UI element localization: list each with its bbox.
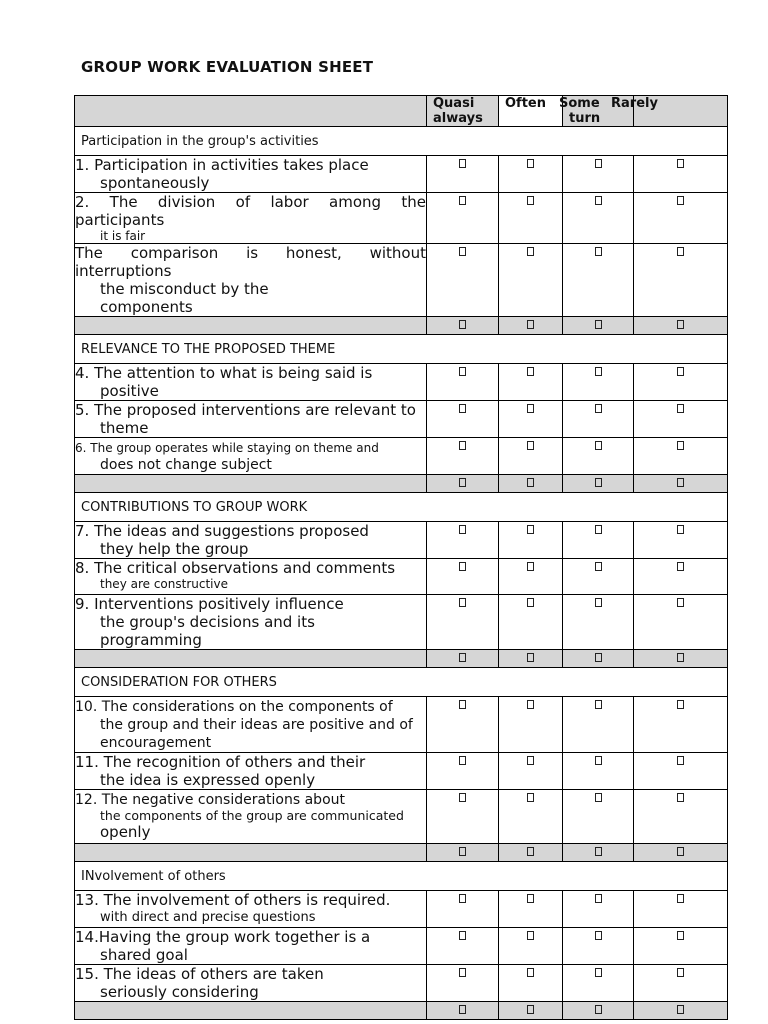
evaluation-table <box>74 95 728 1020</box>
subtotal-row <box>75 317 728 335</box>
checkbox-icon[interactable] <box>595 404 602 413</box>
subtotal-row <box>75 475 728 493</box>
checkbox-icon[interactable] <box>677 793 684 802</box>
checkbox-icon[interactable] <box>595 894 602 903</box>
header-row <box>75 96 728 127</box>
checkbox-icon[interactable] <box>459 793 466 802</box>
question-row <box>75 156 728 193</box>
question-text: 11. The recognition of others and their the idea is expressed openly <box>75 753 427 790</box>
subtotal-row <box>75 650 728 668</box>
question-row <box>75 244 728 317</box>
checkbox-icon[interactable] <box>527 931 534 940</box>
checkbox-icon[interactable] <box>459 562 466 571</box>
checkbox-icon[interactable] <box>459 1005 466 1014</box>
checkbox-icon[interactable] <box>527 793 534 802</box>
checkbox-icon[interactable] <box>459 931 466 940</box>
checkbox-icon[interactable] <box>459 196 466 205</box>
checkbox-icon[interactable] <box>677 562 684 571</box>
column-header-rarely: Rarely <box>634 96 728 127</box>
checkbox-icon[interactable] <box>459 441 466 450</box>
question-row <box>75 697 728 753</box>
checkbox-icon[interactable] <box>527 320 534 329</box>
checkbox-icon[interactable] <box>527 653 534 662</box>
checkbox-icon[interactable] <box>527 525 534 534</box>
question-text: 10. The considerations on the components of the group and their ideas are positive and of encouragement <box>75 697 427 753</box>
checkbox-icon[interactable] <box>459 756 466 765</box>
checkbox-icon[interactable] <box>527 441 534 450</box>
question-row <box>75 193 728 244</box>
question-row <box>75 364 728 401</box>
checkbox-icon[interactable] <box>595 367 602 376</box>
checkbox-icon[interactable] <box>527 367 534 376</box>
checkbox-icon[interactable] <box>595 441 602 450</box>
checkbox-icon[interactable] <box>595 320 602 329</box>
column-header-quasi-always: Quasi always <box>427 96 499 127</box>
checkbox-icon[interactable] <box>677 367 684 376</box>
question-text: 15. The ideas of others are taken seriously considering <box>75 965 427 1002</box>
question-text: 4. The attention to what is being said is positive <box>75 364 427 401</box>
checkbox-icon[interactable] <box>459 247 466 256</box>
checkbox-icon[interactable] <box>677 320 684 329</box>
header-blank-cell <box>75 96 427 127</box>
question-text: 8. The critical observations and comments they are constructive <box>75 559 427 595</box>
question-text: 5. The proposed interventions are relevant to theme <box>75 401 427 438</box>
checkbox-icon[interactable] <box>527 404 534 413</box>
checkbox-icon[interactable] <box>677 756 684 765</box>
checkbox-icon[interactable] <box>459 598 466 607</box>
checkbox-icon[interactable] <box>459 525 466 534</box>
checkbox-icon[interactable] <box>677 1005 684 1014</box>
checkbox-icon[interactable] <box>459 478 466 487</box>
checkbox-icon[interactable] <box>595 968 602 977</box>
checkbox-icon[interactable] <box>677 525 684 534</box>
checkbox-icon[interactable] <box>527 159 534 168</box>
checkbox-icon[interactable] <box>459 894 466 903</box>
checkbox-icon[interactable] <box>677 598 684 607</box>
checkbox-icon[interactable] <box>595 756 602 765</box>
section-title: CONSIDERATION FOR OTHERS <box>75 668 728 697</box>
checkbox-icon[interactable] <box>677 247 684 256</box>
subtotal-row <box>75 1002 728 1020</box>
checkbox-icon[interactable] <box>459 404 466 413</box>
question-row <box>75 965 728 1002</box>
section-title: Participation in the group's activities <box>75 127 728 156</box>
checkbox-icon[interactable] <box>527 598 534 607</box>
checkbox-icon[interactable] <box>677 968 684 977</box>
question-text: 9. Interventions positively influence the group's decisions and its programming <box>75 595 427 650</box>
checkbox-icon[interactable] <box>527 756 534 765</box>
checkbox-icon[interactable] <box>677 159 684 168</box>
question-text: 1. Participation in activities takes place spontaneously <box>75 156 427 193</box>
checkbox-icon[interactable] <box>677 700 684 709</box>
question-text: The comparison is honest, without interruptions the misconduct by the components <box>75 244 426 316</box>
question-row <box>75 559 728 595</box>
checkbox-icon[interactable] <box>595 159 602 168</box>
checkbox-icon[interactable] <box>459 700 466 709</box>
checkbox-icon[interactable] <box>677 894 684 903</box>
checkbox-icon[interactable] <box>677 441 684 450</box>
question-row <box>75 753 728 790</box>
checkbox-icon[interactable] <box>677 847 684 856</box>
checkbox-icon[interactable] <box>595 598 602 607</box>
column-header-often: Often <box>499 96 563 127</box>
checkbox-icon[interactable] <box>677 478 684 487</box>
checkbox-icon[interactable] <box>595 562 602 571</box>
page-title: GROUP WORK EVALUATION SHEET <box>81 58 374 76</box>
checkbox-icon[interactable] <box>527 247 534 256</box>
checkbox-icon[interactable] <box>527 1005 534 1014</box>
question-text: 7. The ideas and suggestions proposed they help the group <box>75 522 427 559</box>
checkbox-icon[interactable] <box>677 196 684 205</box>
checkbox-icon[interactable] <box>459 159 466 168</box>
checkbox-icon[interactable] <box>595 793 602 802</box>
checkbox-icon[interactable] <box>459 367 466 376</box>
section-title: RELEVANCE TO THE PROPOSED THEME <box>75 335 728 364</box>
subtotal-row <box>75 844 728 862</box>
checkbox-icon[interactable] <box>677 404 684 413</box>
question-text: 6. The group operates while staying on theme and does not change subject <box>75 438 427 475</box>
checkbox-icon[interactable] <box>459 320 466 329</box>
checkbox-icon[interactable] <box>595 196 602 205</box>
checkbox-icon[interactable] <box>527 562 534 571</box>
checkbox-icon[interactable] <box>459 847 466 856</box>
checkbox-icon[interactable] <box>527 196 534 205</box>
question-row <box>75 595 728 650</box>
checkbox-icon[interactable] <box>595 653 602 662</box>
checkbox-icon[interactable] <box>595 700 602 709</box>
checkbox-icon[interactable] <box>527 847 534 856</box>
checkbox-icon[interactable] <box>677 931 684 940</box>
question-text: 2. The division of labor among the participants it is fair <box>75 193 426 243</box>
question-text: 14.Having the group work together is a shared goal <box>75 928 427 965</box>
question-row <box>75 401 728 438</box>
checkbox-icon[interactable] <box>677 653 684 662</box>
checkbox-icon[interactable] <box>459 653 466 662</box>
question-row <box>75 891 728 928</box>
checkbox-icon[interactable] <box>527 478 534 487</box>
section-title: CONTRIBUTIONS TO GROUP WORK <box>75 493 728 522</box>
checkbox-icon[interactable] <box>527 894 534 903</box>
checkbox-icon[interactable] <box>595 847 602 856</box>
question-row <box>75 522 728 559</box>
checkbox-icon[interactable] <box>527 700 534 709</box>
checkbox-icon[interactable] <box>595 247 602 256</box>
checkbox-icon[interactable] <box>595 1005 602 1014</box>
checkbox-icon[interactable] <box>527 968 534 977</box>
checkbox-icon[interactable] <box>595 525 602 534</box>
checkbox-icon[interactable] <box>459 968 466 977</box>
question-row <box>75 790 728 844</box>
section-title: INvolvement of others <box>75 862 728 891</box>
column-header-some-turn: Some turn <box>563 96 634 127</box>
checkbox-icon[interactable] <box>595 478 602 487</box>
checkbox-icon[interactable] <box>595 931 602 940</box>
question-text: 13. The involvement of others is required. with direct and precise questions <box>75 891 427 928</box>
question-row <box>75 438 728 475</box>
question-text: 12. The negative considerations about the components of the group are communicated openly <box>75 790 427 844</box>
question-row <box>75 928 728 965</box>
